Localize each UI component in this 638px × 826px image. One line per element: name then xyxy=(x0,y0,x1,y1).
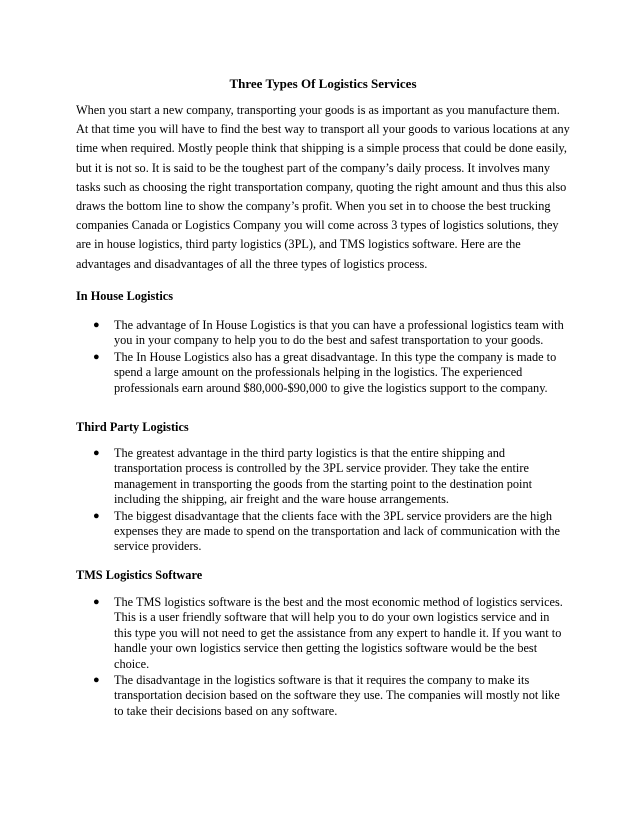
bullet-icon: ● xyxy=(93,596,100,608)
bullet-text: The greatest advantage in the third party logistics is that the entire shipping and transportation process is controlled by the 3PL service provider. They take the entire management in transporting the goods from the starting point to the destination point including the shipping, air freight and the ware house arrangements. xyxy=(114,446,533,507)
bullet-icon: ● xyxy=(93,350,100,363)
section-heading-tms: TMS Logistics Software xyxy=(76,568,203,582)
bullet-icon: ● xyxy=(93,319,100,331)
bullet-icon: ● xyxy=(93,509,100,522)
bullet-text: The TMS logistics software is the best and the most economic method of logistics services. This is a user friendly software that will help you to do your own logistics service and in this type you will not need to get the assistance from any expert to handle it. If you want to handle your own logistics service then getting the logistics software would be the best choice. xyxy=(114,595,563,671)
list-item xyxy=(76,318,570,349)
third-party-bullet-list xyxy=(76,446,570,556)
section-heading-third-party: Third Party Logistics xyxy=(76,420,189,434)
section-heading-in-house: In House Logistics xyxy=(76,289,174,303)
list-item xyxy=(76,595,570,672)
bullet-icon: ● xyxy=(93,674,100,687)
bullet-text: The biggest disadvantage that the clients face with the 3PL service providers are the high expenses they are made to spend on the transportation and lack of communication with the service providers. xyxy=(114,508,560,554)
list-item xyxy=(76,350,570,396)
in-house-bullet-list xyxy=(76,318,570,397)
list-item xyxy=(76,509,570,555)
intro-paragraph: When you start a new company, transporting your goods is as important as you manufacture them. At that time you will have to find the best way to transport all your goods to various locations at any time when required. Mostly people think that shipping is a simple process that could be done easily, but it is not so. It is said to be the toughest part of the company’s daily process. It involves many tasks such as choosing the right transportation company, quoting the right amount and thus this also draws the bottom line to show the company’s profit. When you set in to choose the best trucking companies Canada or Logistics Company you will come across 3 types of logistics solutions, they are in house logistics, third party logistics (3PL), and TMS logistics software. Here are the advantages and disadvantages of all the three types of logistics process. xyxy=(76,103,570,271)
list-item xyxy=(76,673,570,719)
bullet-text: The In House Logistics also has a great disadvantage. In this type the company is made to spend a large amount on the professionals helping in the logistics. The experienced professionals earn around $80,000-$90,000 to give the logistics support to the company. xyxy=(114,349,557,395)
document-title: Three Types Of Logistics Services xyxy=(229,76,417,91)
list-item xyxy=(76,446,570,508)
bullet-text: The advantage of In House Logistics is that you can have a professional logistics team with you in your company to help you to do the best and safest transportation to your goods. xyxy=(114,318,564,348)
bullet-text: The disadvantage in the logistics software is that it requires the company to make its transportation decision based on the software they use. The companies will mostly not like to take their decisions based on any software. xyxy=(114,673,560,718)
bullet-icon: ● xyxy=(93,447,100,459)
tms-bullet-list xyxy=(76,595,570,720)
